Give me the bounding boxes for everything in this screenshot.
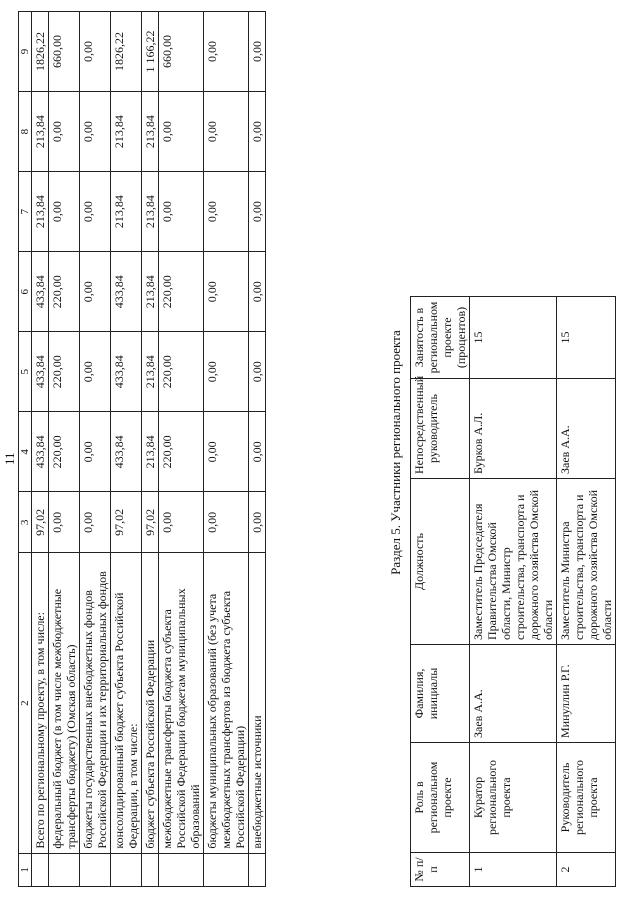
finance-value-cell: 433,84 xyxy=(111,412,142,492)
finance-value-cell: 660,00 xyxy=(49,12,80,92)
finance-row-number xyxy=(159,853,204,886)
finance-row-number xyxy=(80,853,111,886)
finance-table xyxy=(18,11,266,887)
finance-value-cell: 0,00 xyxy=(249,332,266,412)
finance-value-cell: 0,00 xyxy=(249,12,266,92)
finance-value-cell: 0,00 xyxy=(80,412,111,492)
finance-row xyxy=(49,12,80,887)
finance-value-cell: 213,84 xyxy=(142,332,159,412)
finance-row-label: бюджеты государственных внебюджетных фондов Российской Федерации и их территориальных фондов xyxy=(80,553,111,853)
participant-employment-cell: 15 xyxy=(470,297,557,379)
participant-row xyxy=(470,297,557,887)
column-number: 5 xyxy=(19,332,32,412)
finance-row-label: бюджет субъекта Российской Федерации xyxy=(142,553,159,853)
header-name: Фамилия, инициалы xyxy=(411,645,470,743)
finance-value-cell: 0,00 xyxy=(204,332,249,412)
header-role: Роль в региональном проекте xyxy=(411,743,470,853)
finance-row-number xyxy=(204,853,249,886)
finance-value-cell: 0,00 xyxy=(204,92,249,172)
header-num: № п/п xyxy=(411,853,470,887)
header-employment: Занятость в региональном проекте (процентов) xyxy=(411,297,470,379)
finance-row xyxy=(204,12,249,887)
participant-position-cell: Заместитель Министра строительства, транспорта и дорожного хозяйства Омской области xyxy=(557,479,616,645)
finance-value-cell: 0,00 xyxy=(204,12,249,92)
finance-value-cell: 0,00 xyxy=(249,252,266,332)
finance-value-cell: 213,84 xyxy=(142,92,159,172)
finance-row-label: межбюджетные трансферты бюджета субъекта Российской Федерации бюджетам муниципальных образований xyxy=(159,553,204,853)
finance-value-cell: 433,84 xyxy=(32,252,49,332)
finance-value-cell: 0,00 xyxy=(80,332,111,412)
finance-row-label: консолидированный бюджет субъекта Российской Федерации, в том числе: xyxy=(111,553,142,853)
column-number: 2 xyxy=(19,553,32,853)
finance-value-cell: 1826,22 xyxy=(32,12,49,92)
finance-value-cell: 0,00 xyxy=(49,172,80,252)
finance-value-cell: 433,84 xyxy=(32,332,49,412)
finance-value-cell: 213,84 xyxy=(111,92,142,172)
finance-value-cell: 0,00 xyxy=(159,172,204,252)
finance-value-cell: 220,00 xyxy=(49,252,80,332)
finance-value-cell: 0,00 xyxy=(249,492,266,553)
finance-column-numbers-row xyxy=(19,12,32,887)
participant-position-cell: Заместитель Председателя Правительства Омской области, Министр строительства, транспорта и дорожного хозяйства Омской области xyxy=(470,479,557,645)
header-supervisor: Непосредственный руководитель xyxy=(411,379,470,479)
section-title: Раздел 5. Участники регионального проекта xyxy=(388,330,403,575)
finance-value-cell: 0,00 xyxy=(204,252,249,332)
header-position: Должность xyxy=(411,479,470,645)
finance-value-cell: 0,00 xyxy=(80,492,111,553)
participant-supervisor-cell: Бурков А.Л. xyxy=(470,379,557,479)
participant-role-cell: Куратор регионального проекта xyxy=(470,743,557,853)
column-number: 3 xyxy=(19,492,32,553)
finance-row xyxy=(80,12,111,887)
finance-table-body xyxy=(32,12,266,887)
finance-row-label: бюджеты муниципальных образований (без учета межбюджетных трансфертов из бюджета субъекта Российской Федерации) xyxy=(204,553,249,853)
finance-value-cell: 1 166,22 xyxy=(142,12,159,92)
finance-value-cell: 0,00 xyxy=(204,412,249,492)
finance-value-cell: 0,00 xyxy=(204,492,249,553)
participants-header-row xyxy=(411,297,470,887)
finance-row xyxy=(159,12,204,887)
finance-value-cell: 220,00 xyxy=(159,252,204,332)
participant-num-cell: 2 xyxy=(557,853,616,887)
finance-value-cell: 0,00 xyxy=(159,492,204,553)
finance-row xyxy=(142,12,159,887)
finance-row xyxy=(111,12,142,887)
column-number: 6 xyxy=(19,252,32,332)
column-number: 1 xyxy=(19,853,32,886)
finance-value-cell: 0,00 xyxy=(80,252,111,332)
participant-role-cell: Руководитель регионального проекта xyxy=(557,743,616,853)
participant-employment-cell: 15 xyxy=(557,297,616,379)
finance-value-cell: 220,00 xyxy=(49,332,80,412)
finance-value-cell: 0,00 xyxy=(80,172,111,252)
finance-value-cell: 97,02 xyxy=(142,492,159,553)
finance-value-cell: 660,00 xyxy=(159,12,204,92)
finance-value-cell: 213,84 xyxy=(32,172,49,252)
finance-row-number xyxy=(32,853,49,886)
page-number: 11 xyxy=(2,452,17,465)
participant-name-cell: Заев А.А. xyxy=(470,645,557,743)
finance-value-cell: 97,02 xyxy=(32,492,49,553)
finance-row-label: внебюджетные источники xyxy=(249,553,266,853)
finance-value-cell: 0,00 xyxy=(80,12,111,92)
finance-value-cell: 0,00 xyxy=(159,92,204,172)
finance-value-cell: 97,02 xyxy=(111,492,142,553)
column-number: 7 xyxy=(19,172,32,252)
finance-row xyxy=(32,12,49,887)
finance-value-cell: 213,84 xyxy=(142,172,159,252)
finance-value-cell: 433,84 xyxy=(111,332,142,412)
finance-value-cell: 0,00 xyxy=(204,172,249,252)
finance-value-cell: 220,00 xyxy=(49,412,80,492)
participant-name-cell: Минуллин Р.Г. xyxy=(557,645,616,743)
finance-value-cell: 433,84 xyxy=(32,412,49,492)
finance-row-label: Всего по региональному проекту, в том числе: xyxy=(32,553,49,853)
participant-supervisor-cell: Заев А.А. xyxy=(557,379,616,479)
finance-row-number xyxy=(111,853,142,886)
finance-value-cell: 220,00 xyxy=(159,332,204,412)
finance-row-label: федеральный бюджет (в том числе межбюджетные трансферты бюджету) (Омская область) xyxy=(49,553,80,853)
finance-row-number xyxy=(49,853,80,886)
participant-num-cell: 1 xyxy=(470,853,557,887)
finance-value-cell: 213,84 xyxy=(142,412,159,492)
finance-value-cell: 0,00 xyxy=(49,92,80,172)
finance-value-cell: 0,00 xyxy=(249,172,266,252)
finance-value-cell: 213,84 xyxy=(111,172,142,252)
participants-table xyxy=(410,296,616,887)
finance-row-number xyxy=(249,853,266,886)
column-number: 4 xyxy=(19,412,32,492)
finance-value-cell: 213,84 xyxy=(32,92,49,172)
finance-value-cell: 220,00 xyxy=(159,412,204,492)
finance-row xyxy=(249,12,266,887)
finance-value-cell: 433,84 xyxy=(111,252,142,332)
finance-value-cell: 213,84 xyxy=(142,252,159,332)
finance-value-cell: 0,00 xyxy=(249,92,266,172)
finance-value-cell: 0,00 xyxy=(249,412,266,492)
finance-value-cell: 0,00 xyxy=(80,92,111,172)
participant-row xyxy=(557,297,616,887)
finance-value-cell: 0,00 xyxy=(49,492,80,553)
column-number: 9 xyxy=(19,12,32,92)
column-number: 8 xyxy=(19,92,32,172)
finance-row-number xyxy=(142,853,159,886)
participants-table-body xyxy=(470,297,616,887)
finance-value-cell: 1826,22 xyxy=(111,12,142,92)
